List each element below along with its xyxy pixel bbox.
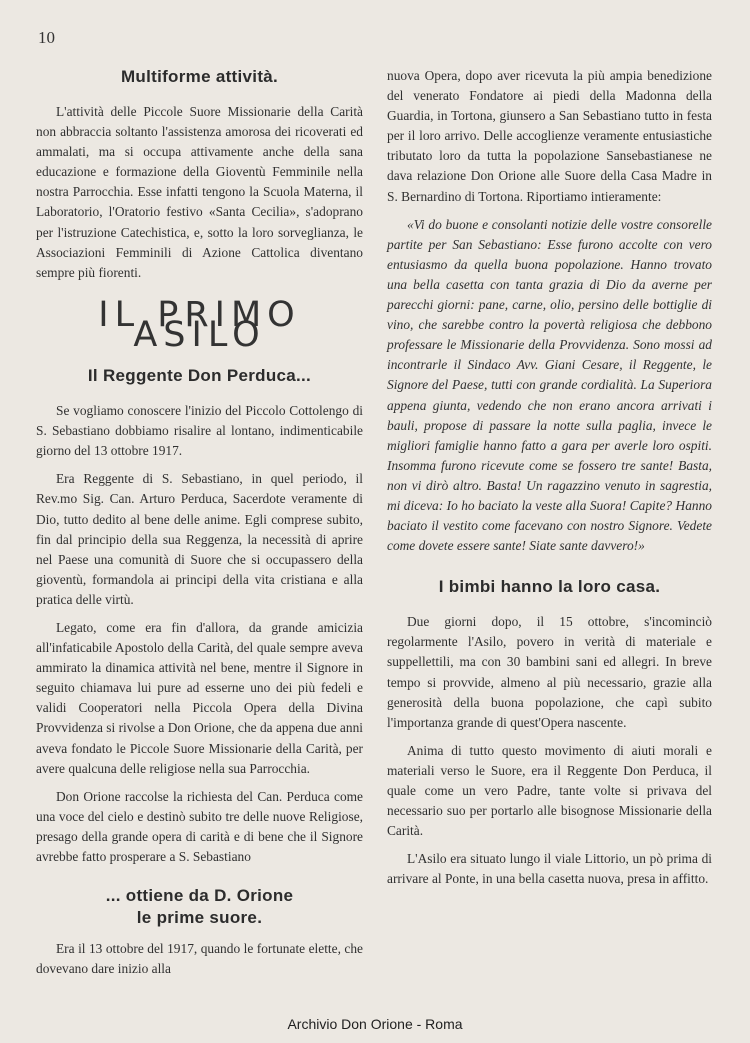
- right-column: [387, 66, 712, 889]
- left-column: [36, 66, 363, 979]
- paragraph: Se vogliamo conoscere l'inizio del Piccolo Cottolengo di S. Sebastiano dobbiamo risalire al lontano, indimenticabile giorno del 13 ottobre 1917.: [36, 403, 363, 459]
- section-heading-reggente: Il Reggente Don Perduca...: [87, 366, 312, 386]
- heading-line: le prime suore.: [136, 908, 263, 928]
- section-heading-multiforme: Multiforme attività.: [120, 67, 279, 86]
- page-number: 10: [38, 28, 55, 47]
- paragraph: Era Reggente di S. Sebastiano, in quel periodo, il Rev.mo Sig. Can. Arturo Perduca, Sacerdote veramente di Dio, tutto dedito al bene delle anime. Egli comprese subito, fin dal principio della sua Reggenza, la necessità di aprire nel Paese una comunità di Suore che si occupassero della gioventù, formandola ai principi della vita cristiana e alla pratica delle virtù.: [36, 471, 363, 607]
- paragraph: L'attività delle Piccole Suore Missionarie della Carità non abbraccia soltanto l'assistenza amorosa dei ricoverati ed ammalati, ma si occupa attivamente anche della sana educazione e formazione della Gioventù Femminile nella nostra Parrocchia. Esse infatti tengono la Scuola Materna, il Laboratorio, l'Oratorio festivo «Santa Cecilia», s'adoprano per l'istruzione Catechistica, e, sotto la loro sorveglianza, le Associazioni Femminili di Azione Cattolica diventano sempre più fiorenti.: [36, 104, 363, 280]
- paragraph: Legato, come era fin d'allora, da grande amicizia all'infaticabile Apostolo della Carità, del quale sempre aveva ammirato la dinamica attività nel bene, mentre il Signore in seguito chiamava lui pure ad esserne uno dei più fedeli e validi Cooperatori nella Piccola Opera della Divina Provvidenza si rivolse a Don Orione, che da appena due anni aveva fondato le Piccole Suore Missionarie della Carità, per avere qualcuna delle religiose nella sua Parrocchia.: [36, 619, 363, 776]
- section-heading-ottiene: [36, 885, 363, 929]
- article-title: IL PRIMO ASILO: [98, 294, 301, 355]
- paragraph: Don Orione raccolse la richiesta del Can. Perduca come una voce del cielo e destinò subito tre delle nuove Religiose, presago della grande opera di carità e di bene che il Signore avrebbe fatto prosperare a S. Sebastiano: [36, 788, 363, 864]
- quoted-letter: «Vi do buone e consolanti notizie delle vostre consorelle partite per San Sebastiano: Esse furono accolte con vero entusiasmo da quella buona popolazione. Hanno trovato una bella casetta con tanta grazia di Dio da averne per parecchi giorni: pane, carne, olio, persino delle bottiglie di vino, che sarebbe contro la povertà religiosa che debbono professare le Missionarie della Provvidenza. Sono mossi ad incontrarle il Sindaco Avv. Giani Cesare, il Reggente, le Signore del Paese, tutti con grande cordialità. La Superiora appena giunta, vedendo che non erano ancora arrivati i bauli, propose di passare la notte sulla paglia, invece le migliori famiglie hanno fatto a gara per averle loro ospiti. Insomma furono ricevute come se fossero tre sante! Basta, non vi dirò altro. Basta! Un ragazzino venuto in sagrestia, mi diceva: Io ho baciato la veste alla Suora! Capite? Hanno baciato il vestito come facevano con nostro Signore. Vedete come dovete essere sante! Siate sante davvero!»: [387, 216, 712, 554]
- paragraph: Anima di tutto questo movimento di aiuti morali e materiali verso le Suore, era il Reggente Don Perduca, il quale come un vero Padre, tante volte si privava del necessario suo per portarlo alle bisognose Missionarie della Carità.: [387, 742, 712, 839]
- section-heading-bimbi: I bimbi hanno la loro casa.: [438, 577, 661, 597]
- paragraph: Due giorni dopo, il 15 ottobre, s'incominciò regolarmente l'Asilo, povero in verità di materiale e suppellettili, ma con 30 bambini sani ed allegri. In breve tempo si provvide, almeno al più necessario, grazie alla generosità della buona popolazione, che capì subito l'importanza grande di quest'Opera nascente.: [387, 614, 712, 730]
- paragraph: Era il 13 ottobre del 1917, quando le fortunate elette, che dovevano dare inizio alla: [36, 941, 363, 977]
- paragraph: nuova Opera, dopo aver ricevuta la più ampia benedizione del venerato Fondatore ai piedi della Madonna della Guardia, in Tortona, giunsero a San Sebastiano tutto in festa per il loro arrivo. Delle accoglienze veramente entusiastiche tributato loro da tutta la popolazione Sansebastianese ne dava relazione Don Orione alle Suore della Casa Madre in S. Bernardino di Tortona. Riportiamo intieramente:: [387, 68, 712, 204]
- heading-line: ... ottiene da D. Orione: [105, 886, 294, 906]
- paragraph: L'Asilo era situato lungo il viale Littorio, un pò prima di arrivare al Ponte, in una bella casetta nuova, presa in affitto.: [387, 851, 712, 887]
- archive-footer: Archivio Don Orione - Roma: [287, 1016, 463, 1032]
